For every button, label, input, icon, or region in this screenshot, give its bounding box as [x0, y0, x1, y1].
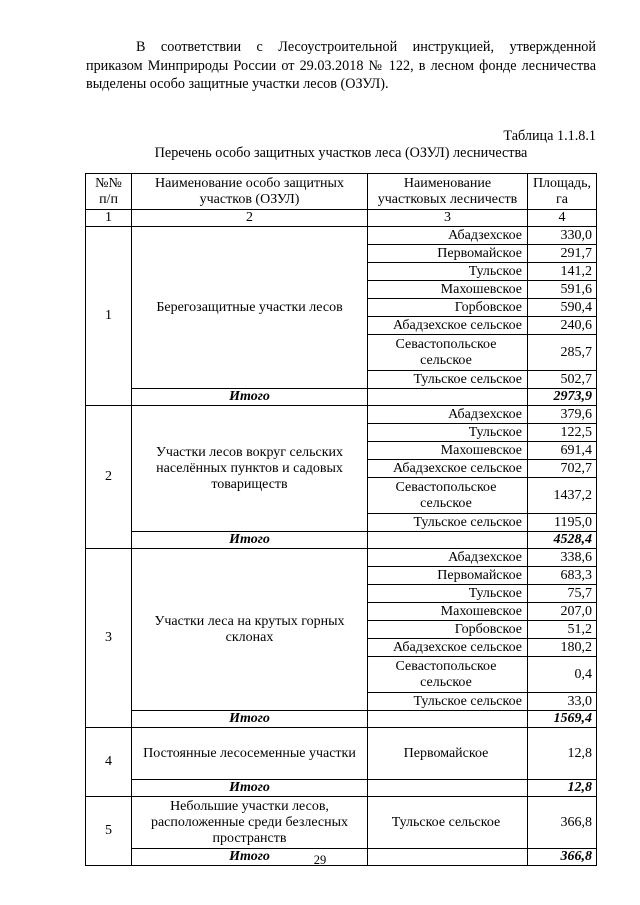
ozul-table-body	[86, 174, 597, 866]
forestry-name: Тульское сельское	[368, 693, 528, 711]
total-value: 366,8	[528, 849, 597, 866]
table-row	[86, 227, 597, 245]
area-value: 141,2	[528, 263, 597, 281]
forestry-name: Горбовское	[368, 621, 528, 639]
table-row	[86, 549, 597, 567]
forestry-name: Тульское сельское	[368, 371, 528, 389]
forestry-name: Севастопольское сельское	[368, 335, 528, 371]
row-number: 1	[86, 227, 132, 406]
area-value: 51,2	[528, 621, 597, 639]
area-value: 691,4	[528, 442, 597, 460]
forestry-name: Первомайское	[368, 567, 528, 585]
forestry-name: Тульское сельское	[368, 797, 528, 849]
total-value: 2973,9	[528, 389, 597, 406]
area-value: 338,6	[528, 549, 597, 567]
total-empty-cell	[368, 711, 528, 728]
forestry-name: Абадзехское	[368, 406, 528, 424]
page-number: 29	[313, 853, 327, 867]
row-number: 2	[86, 406, 132, 549]
total-label: Итого	[132, 389, 368, 406]
total-label: Итого	[132, 711, 368, 728]
area-value: 590,4	[528, 299, 597, 317]
col-index-1: 1	[86, 210, 132, 227]
ozul-table	[85, 173, 597, 866]
area-value: 291,7	[528, 245, 597, 263]
forestry-name: Первомайское	[368, 728, 528, 780]
area-value: 122,5	[528, 424, 597, 442]
area-value: 1195,0	[528, 514, 597, 532]
forestry-name: Тульское сельское	[368, 514, 528, 532]
forestry-name: Тульское	[368, 585, 528, 603]
area-value: 207,0	[528, 603, 597, 621]
area-value: 240,6	[528, 317, 597, 335]
header-name: Наименование особо защитных участков (ОЗУЛ)	[132, 174, 368, 210]
total-value: 1569,4	[528, 711, 597, 728]
table-number: Таблица 1.1.8.1	[503, 128, 596, 144]
ozul-name: Участки леса на крутых горных склонах	[132, 549, 368, 711]
total-row	[86, 711, 597, 728]
area-value: 285,7	[528, 335, 597, 371]
area-value: 683,3	[528, 567, 597, 585]
table-row	[86, 728, 597, 780]
col-index-4: 4	[528, 210, 597, 227]
total-label: Итого	[132, 780, 368, 797]
table-header-row	[86, 174, 597, 210]
total-empty-cell	[368, 780, 528, 797]
forestry-name: Абадзехское	[368, 549, 528, 567]
area-value: 12,8	[528, 728, 597, 780]
area-value: 33,0	[528, 693, 597, 711]
col-index-2: 2	[132, 210, 368, 227]
forestry-name: Махошевское	[368, 281, 528, 299]
forestry-name: Махошевское	[368, 442, 528, 460]
table-row	[86, 406, 597, 424]
area-value: 330,0	[528, 227, 597, 245]
column-index-row	[86, 210, 597, 227]
total-row	[86, 780, 597, 797]
row-number: 3	[86, 549, 132, 728]
total-empty-cell	[368, 532, 528, 549]
header-area: Площадь, га	[528, 174, 597, 210]
forestry-name: Махошевское	[368, 603, 528, 621]
ozul-name: Берегозащитные участки лесов	[132, 227, 368, 389]
area-value: 0,4	[528, 657, 597, 693]
forestry-name: Тульское	[368, 263, 528, 281]
total-value: 12,8	[528, 780, 597, 797]
total-empty-cell	[368, 389, 528, 406]
forestry-name: Абадзехское	[368, 227, 528, 245]
ozul-name: Участки лесов вокруг сельских населённых пунктов и садовых товариществ	[132, 406, 368, 532]
area-value: 591,6	[528, 281, 597, 299]
table-caption: Перечень особо защитных участков леса (ОЗУЛ) лесничества	[154, 145, 528, 161]
forestry-name: Абадзехское сельское	[368, 460, 528, 478]
forestry-name: Абадзехское сельское	[368, 639, 528, 657]
total-row	[86, 532, 597, 549]
area-value: 180,2	[528, 639, 597, 657]
total-row	[86, 389, 597, 406]
row-number: 4	[86, 728, 132, 797]
forestry-name: Севастопольское сельское	[368, 657, 528, 693]
header-num: №№ п/п	[86, 174, 132, 210]
table-row	[86, 797, 597, 849]
area-value: 502,7	[528, 371, 597, 389]
area-value: 702,7	[528, 460, 597, 478]
forestry-name: Горбовское	[368, 299, 528, 317]
forestry-name: Тульское	[368, 424, 528, 442]
area-value: 379,6	[528, 406, 597, 424]
area-value: 366,8	[528, 797, 597, 849]
forestry-name: Абадзехское сельское	[368, 317, 528, 335]
ozul-name: Небольшие участки лесов, расположенные среди безлесных пространств	[132, 797, 368, 849]
total-label: Итого	[132, 532, 368, 549]
total-label: Итого	[132, 849, 368, 866]
header-forestry: Наименование участковых лесничеств	[368, 174, 528, 210]
ozul-name: Постоянные лесосеменные участки	[132, 728, 368, 780]
total-value: 4528,4	[528, 532, 597, 549]
forestry-name: Первомайское	[368, 245, 528, 263]
forestry-name: Севастопольское сельское	[368, 478, 528, 514]
col-index-3: 3	[368, 210, 528, 227]
area-value: 1437,2	[528, 478, 597, 514]
row-number: 5	[86, 797, 132, 866]
area-value: 75,7	[528, 585, 597, 603]
intro-paragraph: В соответствии с Лесоустроительной инструкцией, утвержденной приказом Минприроды России от 29.03.2018 № 122, в лесном фонде лесничества выделены особо защитные участки лесов (ОЗУЛ).	[86, 39, 596, 92]
